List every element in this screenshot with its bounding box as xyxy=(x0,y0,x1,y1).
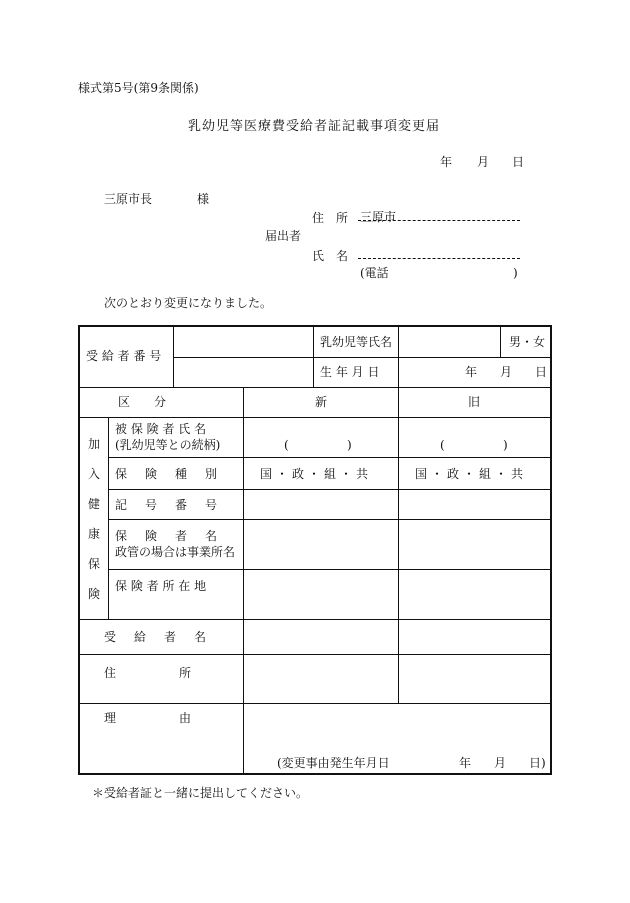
side-char: 加 xyxy=(87,436,100,451)
form-number: 様式第5号(第9条関係) xyxy=(78,81,199,95)
birth-day[interactable]: 日 xyxy=(535,365,548,379)
change-date-year[interactable]: 年 xyxy=(459,756,472,770)
change-date-label: (変更事由発生年月日 xyxy=(277,756,390,770)
date-day: 日 xyxy=(512,155,525,169)
new-insurance-type-options[interactable]: 国・政・組・共 xyxy=(260,467,373,481)
change-date-close: ) xyxy=(541,756,546,770)
page-title: 乳幼児等医療費受給者証記載事項変更届 xyxy=(188,119,441,134)
name-label: 氏 名 xyxy=(312,249,349,263)
new-relation-close: ) xyxy=(347,438,352,452)
new-relation-open: ( xyxy=(284,438,289,452)
child-name-field[interactable] xyxy=(399,327,500,357)
phone-close: ) xyxy=(513,266,518,280)
new-header: 新 xyxy=(315,395,328,409)
side-char: 険 xyxy=(87,587,100,602)
relation-label: (乳幼児等との続柄) xyxy=(115,438,221,452)
birth-year[interactable]: 年 xyxy=(465,365,478,379)
insured-name-label: 被 保 険 者 氏 名 xyxy=(115,422,207,436)
child-name-label: 乳幼児等氏名 xyxy=(320,335,393,349)
change-date-day[interactable]: 日 xyxy=(529,756,542,770)
recipient-name-label: 受 給 者 名 xyxy=(104,630,210,644)
insurance-type-label: 保 険 種 別 xyxy=(115,467,221,481)
date-year: 年 xyxy=(440,155,453,169)
name-fill-line[interactable] xyxy=(358,258,520,259)
footer-note: ＊受給者証と一緒に提出してください。 xyxy=(92,786,309,800)
address-value[interactable]: 三原市 xyxy=(360,210,397,224)
recipient-number-field[interactable] xyxy=(174,327,313,387)
insurer-address-label: 保 険 者 所 在 地 xyxy=(115,579,207,593)
gender-selector[interactable]: 男・女 xyxy=(509,335,546,349)
old-relation-open: ( xyxy=(440,438,445,452)
phone-label: (電話 xyxy=(360,266,389,280)
recipient-number-label: 受 給 者 番 号 xyxy=(86,349,162,363)
insurance-side-label xyxy=(80,418,108,619)
kubun-header: 区 分 xyxy=(118,395,167,409)
old-relation-close: ) xyxy=(503,438,508,452)
side-char: 健 xyxy=(87,496,100,511)
change-form-table xyxy=(78,325,552,775)
old-insurance-type-options[interactable]: 国・政・組・共 xyxy=(415,467,528,481)
intro-text: 次のとおり変更になりました。 xyxy=(104,296,273,310)
birth-month[interactable]: 月 xyxy=(500,365,513,379)
applicant-label: 届出者 xyxy=(265,229,302,243)
address-label: 住 所 xyxy=(312,211,349,225)
insurer-name-note: 政管の場合は事業所名 xyxy=(115,545,236,559)
change-date-month[interactable]: 月 xyxy=(494,756,507,770)
addressee-honorific: 様 xyxy=(197,192,210,206)
addressee-name: 三原市長 xyxy=(104,192,153,206)
table-address-label: 住 所 xyxy=(104,666,195,680)
side-char: 保 xyxy=(87,557,100,572)
insurer-name-label: 保 険 者 名 xyxy=(115,529,221,543)
symbol-number-label: 記 号 番 号 xyxy=(115,498,221,512)
reason-label: 理 由 xyxy=(104,711,195,725)
old-header: 旧 xyxy=(468,395,481,409)
birth-date-label: 生 年 月 日 xyxy=(320,365,380,379)
date-month: 月 xyxy=(477,155,490,169)
address-fill-line[interactable] xyxy=(358,220,520,221)
side-char: 康 xyxy=(87,527,100,542)
side-char: 入 xyxy=(87,466,100,481)
